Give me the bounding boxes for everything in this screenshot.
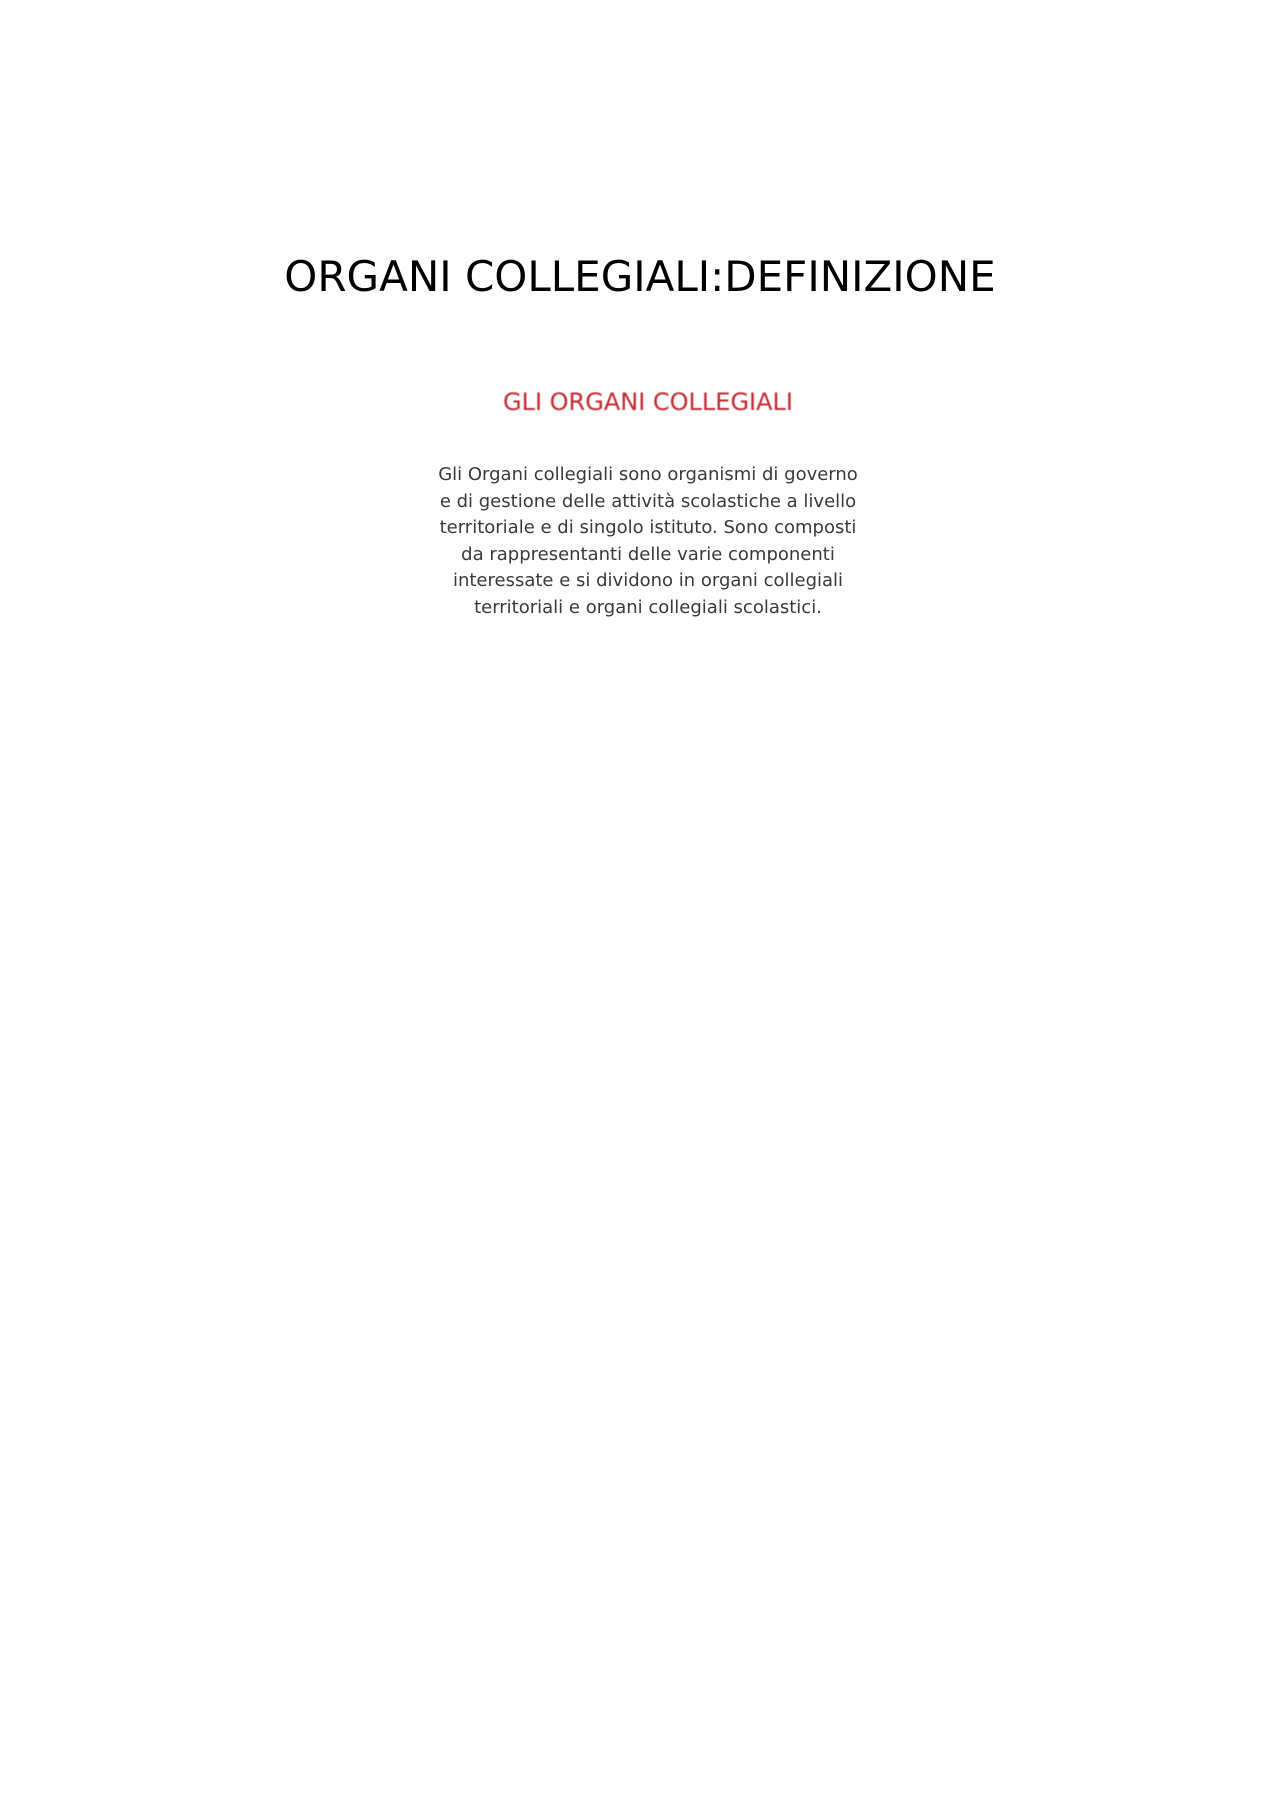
paragraph-line: da rappresentanti delle varie componenti xyxy=(461,543,835,565)
paragraph-line: territoriali e organi collegiali scolastici. xyxy=(474,596,822,618)
page-title: ORGANI COLLEGIALI:DEFINIZIONE xyxy=(284,252,996,301)
definition-image xyxy=(378,370,918,640)
paragraph-line: Gli Organi collegiali sono organismi di governo xyxy=(438,464,858,485)
paragraph-line: e di gestione delle attività scolastiche a livello xyxy=(439,490,857,512)
image-heading: GLI ORGANI COLLEGIALI xyxy=(502,388,793,416)
paragraph-line: territoriale e di singolo istituto. Sono composti xyxy=(439,517,857,538)
image-paragraph xyxy=(378,462,918,621)
paragraph-line: interessate e si dividono in organi collegiali xyxy=(452,570,844,591)
